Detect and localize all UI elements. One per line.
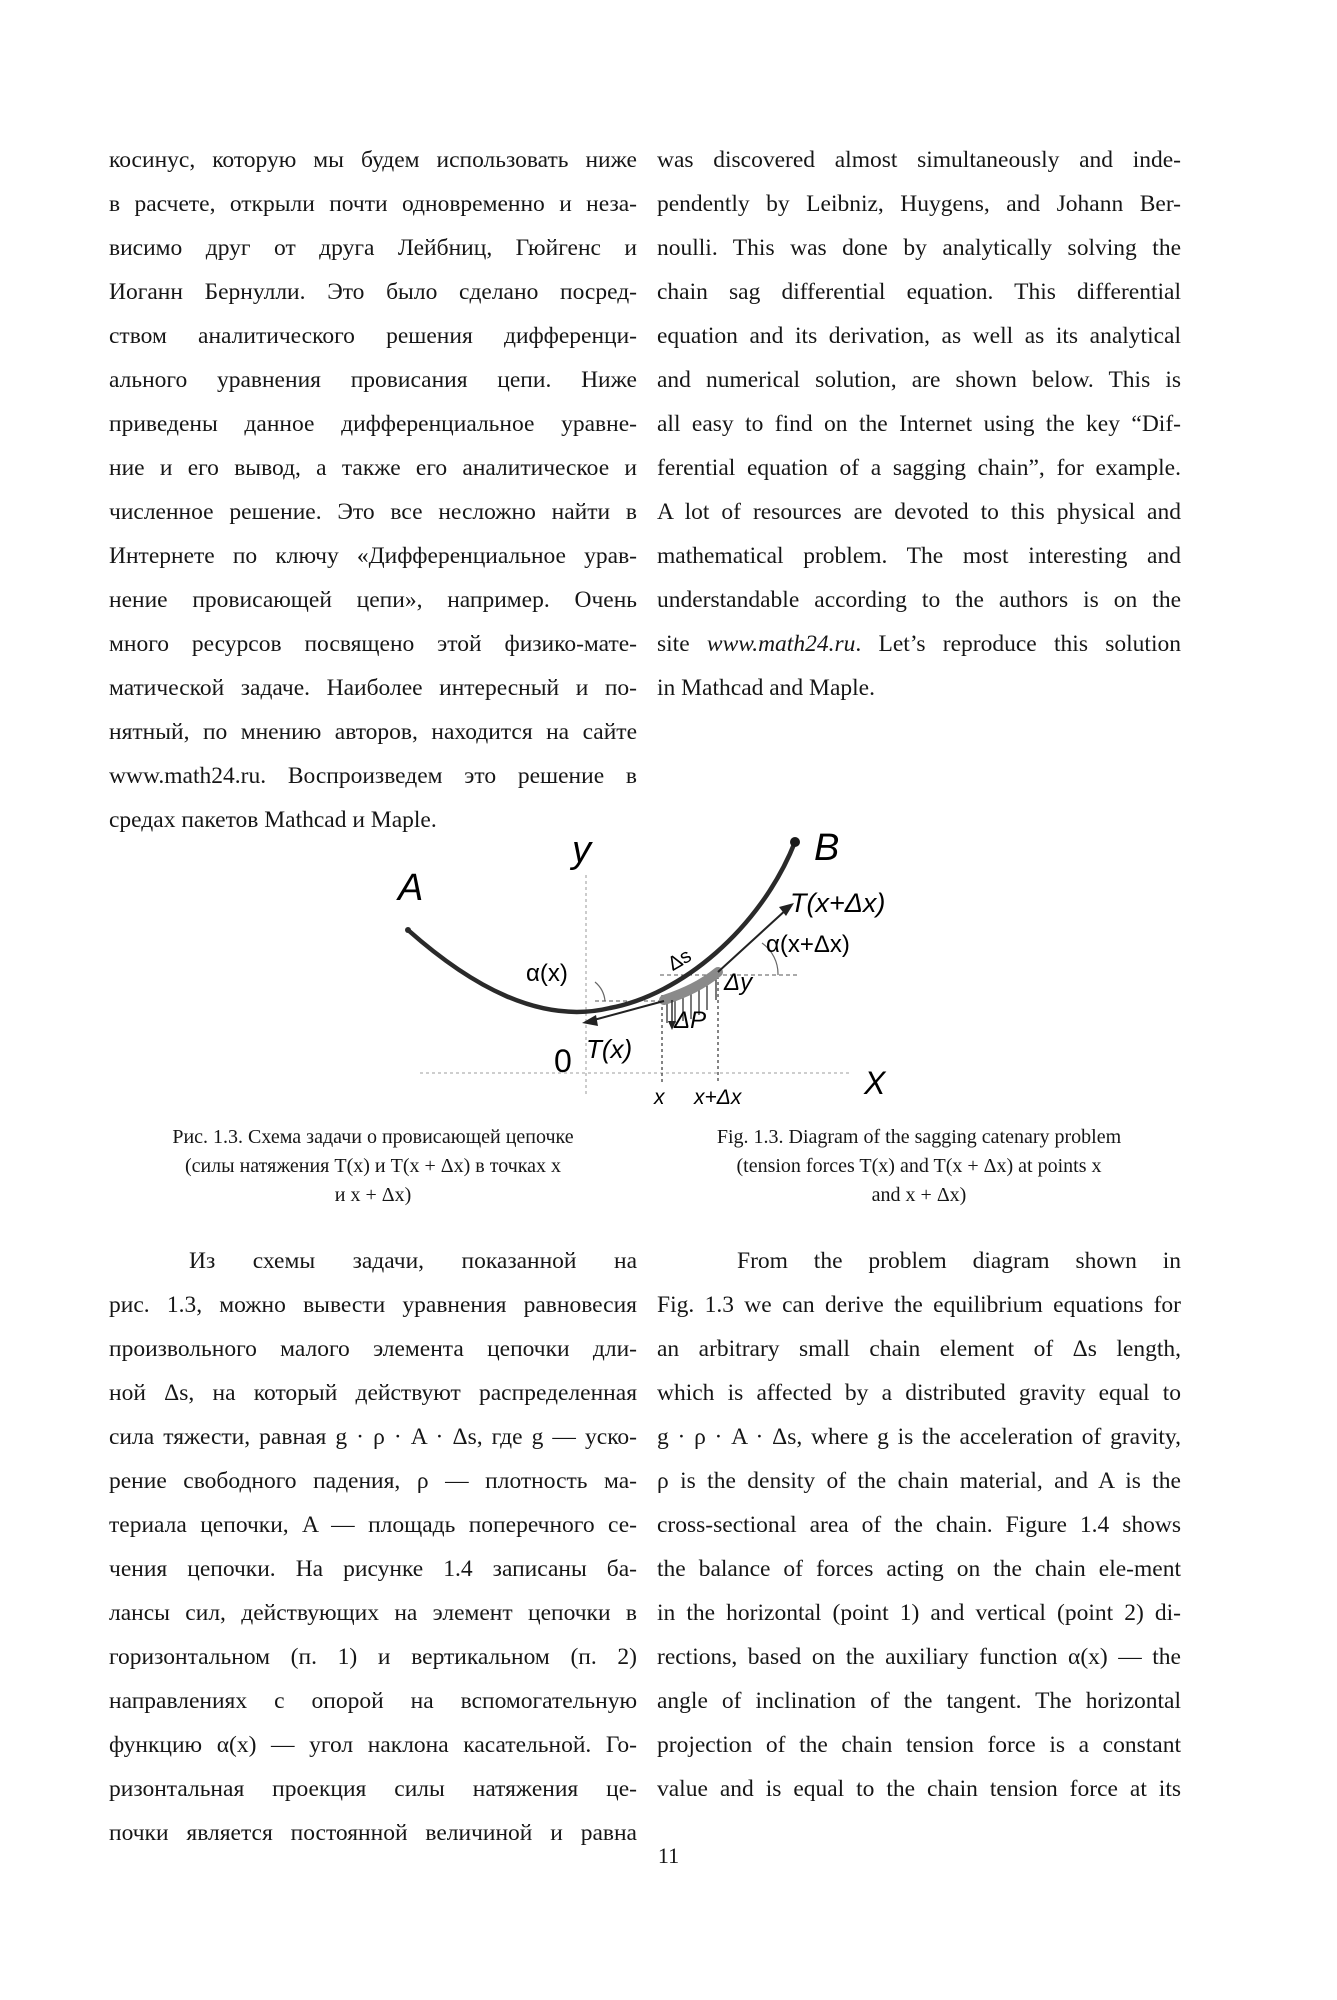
text-line: нение провисающей цепи», например. Очень (109, 587, 637, 613)
text-line: функцию α(x) — угол наклона касательной. Го- (109, 1732, 637, 1758)
text-line: Интернете по ключу «Дифференциальное урав- (109, 543, 637, 569)
text-line: териала цепочки, A — площадь поперечного се- (109, 1512, 637, 1538)
text-line: mathematical problem. The most interesting and (657, 543, 1181, 569)
label-a: A (398, 867, 424, 909)
label-t-x-dx: T(x+Δx) (790, 888, 886, 918)
label-x-dx: x+Δx (694, 1086, 742, 1109)
text-line: equation and its derivation, as well as its analytical (657, 323, 1181, 349)
label-alpha-x: α(x) (526, 960, 568, 987)
text-line: projection of the chain tension force is a constant (657, 1732, 1181, 1758)
text-line: the balance of forces acting on the chain ele-ment (657, 1556, 1181, 1582)
point-a (405, 927, 411, 933)
text-line: From the problem diagram shown in (737, 1248, 1181, 1274)
text-line: noulli. This was done by analytically solving the (657, 235, 1181, 261)
text-line: рение свободного падения, ρ — плотность ма- (109, 1468, 637, 1494)
caption-line: Fig. 1.3. Diagram of the sagging catenary problem (716, 1126, 1122, 1148)
text-line: angle of inclination of the tangent. The horizontal (657, 1688, 1181, 1714)
text-line: g · ρ · A · Δs, where g is the acceleration of gravity, (657, 1424, 1181, 1450)
text-line: pendently by Leibniz, Huygens, and Johann Ber- (657, 191, 1181, 217)
text-line: Из схемы задачи, показанной на (189, 1248, 637, 1274)
label-alpha-x-dx: α(x+Δx) (766, 931, 850, 958)
text-line: рис. 1.3, можно вывести уравнения равновесия (109, 1292, 637, 1318)
figure-caption-en (657, 1123, 1181, 1210)
label-dy: Δy (724, 969, 753, 996)
text-line: ального уравнения провисания цепи. Ниже (109, 367, 637, 393)
label-x-axis: X (864, 1065, 886, 1101)
text-line: ρ is the density of the chain material, and A is the (657, 1468, 1181, 1494)
page-number: 11 (657, 1843, 680, 1868)
text-line: горизонтальном (п. 1) и вертикальном (п. 2) (109, 1644, 637, 1670)
alpha-x-arc (595, 982, 605, 1001)
text-line: чения цепочки. На рисунке 1.4 записаны ба- (109, 1556, 637, 1582)
caption-line: and x + Δx) (871, 1184, 967, 1206)
text-line: an arbitrary small chain element of Δs length, (657, 1336, 1181, 1362)
text-line: ной Δs, на который действуют распределенная (109, 1380, 637, 1406)
caption-line: и x + Δx) (334, 1184, 412, 1206)
caption-line: (силы натяжения T(x) и T(x + Δx) в точках x (184, 1155, 562, 1177)
text-line: произвольного малого элемента цепочки дли- (109, 1336, 637, 1362)
text-line: value and is equal to the chain tension force at its (657, 1776, 1181, 1802)
text-line: ferential equation of a sagging chain”, for example. (657, 455, 1181, 481)
label-y: y (572, 829, 591, 871)
text-line: лансы сил, действующих на элемент цепочки в (109, 1600, 637, 1626)
text-line: Иоганн Бернулли. Это было сделано посред- (109, 279, 637, 305)
text-line: сила тяжести, равная g · ρ · A · Δs, где g — уско- (109, 1424, 637, 1450)
point-b (790, 837, 800, 847)
text-line: в расчете, открыли почти одновременно и неза- (109, 191, 637, 217)
text-segment: . Let’s reproduce this solution (855, 631, 1181, 657)
text-line: www.math24.ru. Воспроизведем это решение в (109, 763, 637, 789)
text-line: A lot of resources are devoted to this physical and (657, 499, 1181, 525)
label-t-x: T(x) (586, 1034, 633, 1064)
text-line: приведены данное дифференциальное уравне- (109, 411, 637, 437)
caption-line: Рис. 1.3. Схема задачи о провисающей цепочке (172, 1126, 574, 1148)
text-line: почки является постоянной величиной и равна (109, 1820, 637, 1846)
text-line: ством аналитического решения дифференци- (109, 323, 637, 349)
label-b: B (814, 827, 840, 869)
text-line: chain sag differential equation. This differential (657, 279, 1181, 305)
text-line: which is affected by a distributed gravity equal to (657, 1380, 1181, 1406)
arrowhead-icon (582, 1015, 598, 1026)
text-line: in Mathcad and Maple. (657, 675, 875, 701)
text-line: rections, based on the auxiliary function α(x) — the (657, 1644, 1181, 1670)
text-line: was discovered almost simultaneously and inde- (657, 147, 1181, 173)
text-line: косинус, которую мы будем использовать ниже (109, 147, 637, 173)
label-x: x (654, 1086, 665, 1109)
text-line: нятный, по мнению авторов, находится на сайте (109, 719, 637, 745)
text-line: висимо друг от друга Лейбниц, Гюйгенс и (109, 235, 637, 261)
text-line: in the horizontal (point 1) and vertical (point 2) di- (657, 1600, 1181, 1626)
text-line: Fig. 1.3 we can derive the equilibrium equations for (657, 1292, 1181, 1318)
text-line: understandable according to the authors is on the (657, 587, 1181, 613)
label-origin: 0 (554, 1043, 572, 1079)
text-line: направлениях с опорой на вспомогательную (109, 1688, 637, 1714)
figure-caption-ru (109, 1123, 637, 1210)
caption-line: (tension forces T(x) and T(x + Δx) at points x (736, 1155, 1102, 1177)
text-line: ние и его вывод, а также его аналитическое и (109, 455, 637, 481)
text-line: all easy to find on the Internet using the key “Dif- (657, 411, 1181, 437)
text-line: численное решение. Это все несложно найти в (109, 499, 637, 525)
text-segment: site (657, 631, 707, 657)
text-line: cross-sectional area of the chain. Figure 1.4 shows (657, 1512, 1181, 1538)
text-line: матической задаче. Наиболее интересный и по- (109, 675, 637, 701)
text-line: ризонтальная проекция силы натяжения це- (109, 1776, 637, 1802)
text-line: много ресурсов посвящено этой физико-мате- (109, 631, 637, 657)
text-line: and numerical solution, are shown below. This is (657, 367, 1181, 393)
website-link[interactable]: www.math24.ru (706, 631, 856, 657)
text-line: средах пакетов Mathcad и Maple. (109, 807, 437, 833)
label-ds: Δs (664, 944, 696, 976)
label-dp: ΔP (674, 1007, 707, 1034)
